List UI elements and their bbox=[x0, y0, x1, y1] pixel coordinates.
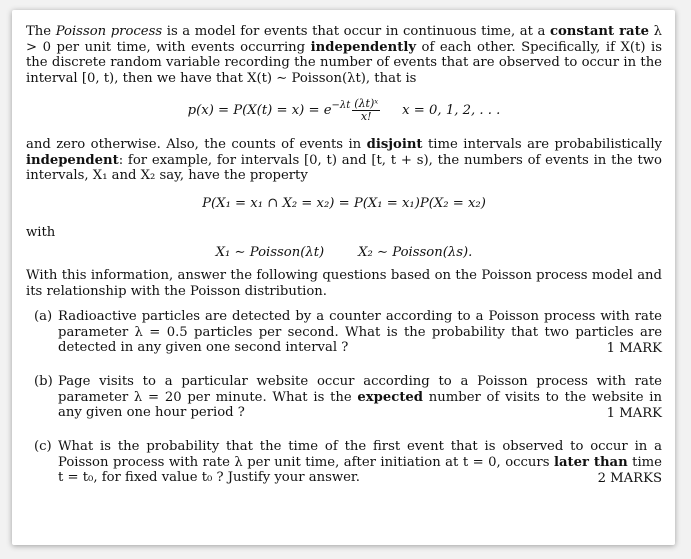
para2-text-1: and zero otherwise. Also, the counts of events in bbox=[26, 137, 367, 152]
intro-text-1: The bbox=[26, 24, 56, 39]
question-c-term-later-than: later than bbox=[553, 454, 628, 470]
intro-text-7: of each other. Specifically, if X(t) is the discrete random variable recording the number of events that are observed to occur in the interval [0, t), then we have that X(t) ∼ Poisson(λt), that is bbox=[26, 39, 662, 86]
intro-paragraph bbox=[26, 24, 662, 86]
question-c-body-3: time t = t₀, for fixed value t₀ ? Justify your answer. bbox=[58, 454, 662, 485]
document-card bbox=[12, 10, 675, 545]
question-list bbox=[26, 309, 662, 486]
distribution-x2: X₂ ∼ Poisson(λs). bbox=[358, 244, 473, 260]
pmf-equation bbox=[26, 98, 662, 123]
question-document bbox=[26, 24, 662, 504]
intro-term-constant-rate: constant rate bbox=[549, 24, 650, 39]
para2-term-disjoint: disjoint bbox=[366, 137, 423, 152]
question-b-term-expected: expected bbox=[357, 389, 424, 405]
pmf-numerator: (λt)ˣ bbox=[354, 97, 379, 110]
intro-text-5: λ > 0 per unit time, with events occurring bbox=[26, 24, 662, 55]
question-a bbox=[26, 309, 662, 356]
distribution-equation bbox=[26, 245, 662, 261]
question-b-marks: 1 MARK bbox=[606, 405, 662, 421]
question-b-label: (b) bbox=[34, 374, 53, 389]
distribution-x1: X₁ ∼ Poisson(λt) bbox=[215, 244, 325, 260]
intro-term-poisson-process: Poisson process bbox=[55, 24, 163, 39]
question-c-label: (c) bbox=[34, 439, 52, 454]
intro-term-independently: independently bbox=[310, 39, 417, 55]
pmf-range: x = 0, 1, 2, . . . bbox=[402, 103, 501, 118]
independence-equation: P(X₁ = x₁ ∩ X₂ = x₂) = P(X₁ = x₁)P(X₂ = x₂) bbox=[202, 195, 486, 211]
pmf-fraction bbox=[352, 98, 380, 123]
independence-paragraph bbox=[26, 137, 662, 184]
instructions-paragraph: With this information, answer the following questions based on the Poisson process model and its relationship with the Poisson distribution. bbox=[26, 268, 662, 299]
question-c-marks: 2 MARKS bbox=[597, 470, 662, 486]
pmf-lhs: p(x) = P(X(t) = x) = e bbox=[187, 103, 332, 118]
pmf-exponent: −λt bbox=[331, 100, 351, 111]
question-a-body: Radioactive particles are detected by a counter according to a Poisson process with rate parameter λ = 0.5 particles per second. What is the probability that two particles are detected in any given one second interval ? bbox=[58, 309, 662, 355]
question-c-body-1: What is the probability that the time of the first event that is observed to occur in a Poisson process with rate λ per unit time, after initiation at t = 0, occurs bbox=[58, 439, 662, 470]
question-b bbox=[26, 374, 662, 421]
question-a-marks: 1 MARK bbox=[606, 340, 662, 356]
question-b-body-3: number of visits to the website in any given one hour period ? bbox=[58, 389, 662, 420]
para2-term-independent: independent bbox=[26, 152, 119, 168]
para2-text-5: : for example, for intervals [0, t) and [t, t + s), the numbers of events in the two intervals, X₁ and X₂ say, have the property bbox=[26, 152, 662, 183]
intro-text-3: is a model for events that occur in continuous time, at a bbox=[162, 24, 550, 39]
pmf-denominator: x! bbox=[360, 110, 372, 123]
question-c bbox=[26, 439, 662, 486]
question-b-body-1: Page visits to a particular website occur according to a Poisson process with rate parameter λ = 20 per minute. What is the bbox=[58, 374, 662, 405]
question-a-label: (a) bbox=[34, 309, 53, 324]
para2-text-3: time intervals are probabilistically bbox=[422, 137, 662, 152]
with-label: with bbox=[26, 225, 56, 240]
